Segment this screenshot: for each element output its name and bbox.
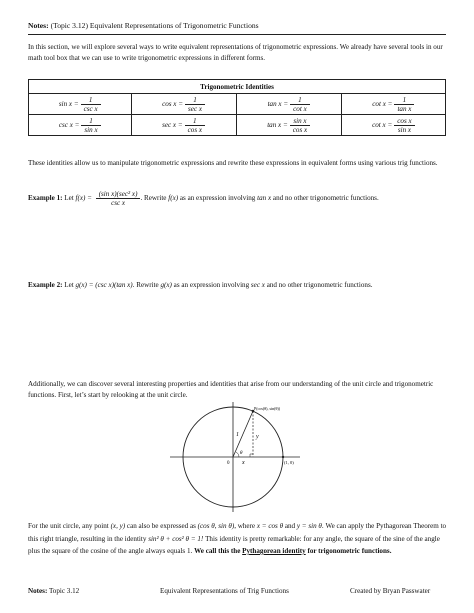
fraction-numerator: 1 [81, 96, 101, 105]
example-1-let: Let [64, 194, 74, 203]
closing-text-7: for trigonometric functions. [307, 547, 392, 555]
identities-table [28, 79, 446, 136]
fraction-denominator: cot x [293, 104, 307, 113]
identity-lhs: cos x = [162, 99, 184, 108]
unit-circle-diagram [170, 402, 304, 512]
example-2-text-c: and no other trigonometric functions. [266, 281, 373, 289]
identity-lhs: tan x = [267, 120, 288, 129]
fraction-numerator: 1 [185, 96, 205, 105]
fraction-denominator: csc x [83, 104, 98, 113]
table-row [29, 94, 446, 115]
fraction-numerator: 1 [394, 96, 414, 105]
example-2-label: Example 2: [28, 281, 63, 289]
header-title [28, 21, 259, 30]
example-1 [28, 190, 448, 207]
x-leg-label: x [242, 460, 245, 466]
closing-text-4: . We can apply the Pythagorean Theorem to this right triangle, resulting in the identity [28, 522, 447, 543]
point-one-zero [282, 456, 284, 458]
example-2-term: sec x [250, 281, 265, 289]
fraction-denominator: cos x [292, 125, 308, 134]
fraction-denominator: sin x [84, 125, 98, 134]
identity-fraction [81, 117, 100, 134]
right-angle-mark [250, 454, 253, 457]
footer-right: Created by Bryan Passwater [350, 587, 431, 595]
identity-lhs: sec x = [162, 120, 183, 129]
footer-notes-label: Notes: [28, 587, 48, 595]
angle-label: θ [240, 451, 243, 456]
header-notes-label: Notes: [28, 21, 49, 30]
footer-left [28, 587, 79, 595]
example-2-text-b: as an expression involving [173, 281, 250, 289]
closing-paragraph [28, 520, 448, 558]
fraction-numerator: sin x [290, 117, 310, 126]
closing-text-1: For the unit circle, any point [28, 522, 109, 530]
example-1-text-c: and no other trigonometric functions. [272, 194, 379, 203]
identity-fraction [290, 117, 310, 134]
hypotenuse-label: 1 [236, 432, 239, 438]
example-2-function-ref: g(x) [160, 281, 172, 289]
identity-lhs: tan x = [267, 99, 289, 108]
closing-text-5: This identity is pretty remarkable: for any angle, the square of the sine of the angle plus the square of the cosine of the angle always equals 1. [28, 534, 440, 555]
example-1-label: Example 1: [28, 194, 63, 203]
example-1-term: tan x [257, 194, 272, 203]
identity-lhs: csc x = [58, 120, 80, 129]
closing-text-2: can also be expressed as [126, 522, 196, 530]
identity-lhs: cot x = [372, 120, 393, 129]
identity-cell [236, 115, 341, 136]
origin-label: 0 [227, 461, 230, 466]
example-2-let: Let [64, 281, 74, 289]
identity-fraction [185, 96, 205, 113]
pythagorean-identity-formula: sin² θ + cos² θ = 1! [148, 534, 204, 543]
fraction-denominator: tan x [397, 104, 412, 113]
fraction-numerator: 1 [185, 117, 205, 126]
identity-lhs: cot x = [372, 99, 393, 108]
footer-center: Equivalent Representations of Trig Functions [160, 587, 289, 595]
pythagorean-identity-name: Pythagorean identity [242, 547, 306, 555]
identity-cell [341, 94, 445, 115]
intro-paragraph: In this section, we will explore several ways to write equivalent representations of trigonometric expressions. We already have several tools in our math tool box that we can use to write trigonometric expressions in different forms. [28, 43, 443, 62]
after-table-paragraph: These identities allow us to manipulate trigonometric expressions and rewrite these expressions in equivalent forms using various trig functions. [28, 159, 438, 167]
additionally-paragraph: Additionally, we can discover several interesting properties and identities that arise from our understanding of the unit circle and trigonometric functions. First, let’s start by relooking at the unit circle. [28, 380, 434, 399]
angle-arc [236, 452, 239, 457]
closing-and: and [284, 522, 296, 530]
identity-fraction [394, 117, 414, 134]
example-2-function: g(x) = (csc x)(tan x) [75, 281, 133, 289]
identity-cell [131, 115, 236, 136]
footer-topic: Topic 3.12 [48, 587, 80, 595]
fraction-denominator: sec x [188, 104, 203, 113]
y-leg-label: y [256, 434, 259, 440]
identities-table-title: Trigonometric Identities [29, 80, 446, 94]
closing-text-6: We call this the [194, 547, 241, 555]
fraction-denominator: csc x [111, 199, 126, 207]
closing-x-equation: x = cos θ [256, 522, 284, 530]
identity-fraction [81, 96, 101, 113]
header-topic-title: (Topic 3.12) Equivalent Representations of Trigonometric Functions [50, 21, 259, 30]
identity-cell [29, 94, 132, 115]
identity-fraction [185, 117, 205, 134]
identity-cell [29, 115, 132, 136]
closing-point: (x, y) [110, 522, 126, 530]
closing-expression: (cos θ, sin θ) [197, 522, 235, 530]
example-1-text-b: as an expression involving [179, 194, 256, 203]
fraction-denominator: cos x [187, 125, 203, 134]
identity-lhs: sin x = [58, 99, 79, 108]
fraction-denominator: sin x [397, 125, 412, 134]
example-1-function-ref: f(x) [168, 194, 179, 203]
identity-fraction [290, 96, 310, 113]
example-2 [28, 280, 448, 291]
fraction-numerator: (sin x)(sec² x) [96, 190, 141, 199]
identity-fraction [394, 96, 414, 113]
example-2-text-a: . Rewrite [132, 281, 159, 289]
point-p-label: P(cos(θ), sin(θ)) [254, 406, 281, 411]
example-1-fraction [96, 190, 141, 207]
fraction-numerator: cos x [394, 117, 414, 126]
fraction-numerator: 1 [290, 96, 310, 105]
fraction-numerator: 1 [81, 117, 100, 126]
table-row [29, 115, 446, 136]
closing-y-equation: y = sin θ [296, 522, 322, 530]
header-divider [28, 34, 446, 35]
example-1-text-a: . Rewrite [140, 194, 167, 203]
identity-cell [236, 94, 341, 115]
closing-text-3: , where [234, 522, 256, 530]
identity-cell [341, 115, 445, 136]
identity-cell [131, 94, 236, 115]
x-intercept-label: (1, 0) [284, 460, 294, 465]
example-1-function: f(x) = [75, 194, 92, 203]
